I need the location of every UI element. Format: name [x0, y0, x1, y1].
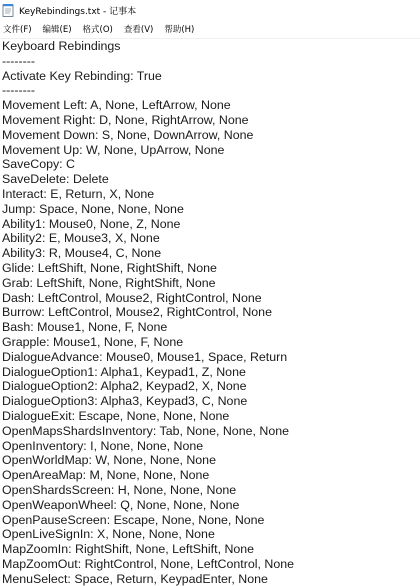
- menu-edit[interactable]: 编辑(E): [42, 25, 72, 35]
- menu-view[interactable]: 查看(V): [123, 25, 154, 35]
- text-line: Activate Key Rebinding: True: [2, 68, 162, 83]
- text-line: DialogueOption2: Alpha2, Keypad2, X, None: [2, 379, 247, 394]
- text-line: DialogueExit: Escape, None, None, None: [2, 408, 230, 423]
- text-line: MenuSelect: Space, Return, KeypadEnter, None: [2, 571, 268, 586]
- text-line: Ability2: E, Mouse3, X, None: [2, 231, 160, 246]
- text-line: --------: [2, 53, 36, 68]
- menu-help[interactable]: 帮助(H): [164, 25, 195, 35]
- notepad-icon: [2, 3, 14, 17]
- text-line: Ability1: Mouse0, None, Z, None: [2, 216, 181, 231]
- text-editor[interactable]: [0, 38, 420, 586]
- menu-file[interactable]: 文件(F): [3, 25, 32, 35]
- text-line: OpenMapsShardsInventory: Tab, None, None, None: [2, 423, 289, 438]
- text-line: Grab: LeftShift, None, RightShift, None: [2, 275, 216, 290]
- text-line: DialogueAdvance: Mouse0, Mouse1, Space, Return: [2, 349, 288, 364]
- text-line: DialogueOption1: Alpha1, Keypad1, Z, None: [2, 364, 246, 379]
- text-line: --------: [2, 83, 36, 98]
- text-line: Interact: E, Return, X, None: [2, 186, 155, 201]
- text-line: SaveDelete: Delete: [2, 172, 109, 187]
- text-line: Jump: Space, None, None, None: [2, 201, 184, 216]
- text-line: Movement Up: W, None, UpArrow, None: [2, 142, 225, 157]
- text-line: OpenInventory: I, None, None, None: [2, 438, 204, 453]
- text-line: Movement Down: S, None, DownArrow, None: [2, 127, 254, 142]
- text-line: Grapple: Mouse1, None, F, None: [2, 334, 184, 349]
- text-line: OpenPauseScreen: Escape, None, None, None: [2, 512, 265, 527]
- text-line: Glide: LeftShift, None, RightShift, None: [2, 260, 217, 275]
- text-line: OpenWeaponWheel: Q, None, None, None: [2, 497, 240, 512]
- text-line: Keyboard Rebindings: [2, 39, 121, 53]
- menu-bar: [0, 20, 420, 38]
- text-line: Ability3: R, Mouse4, C, None: [2, 246, 162, 261]
- text-line: Bash: Mouse1, None, F, None: [2, 320, 168, 335]
- title-bar[interactable]: [0, 0, 420, 20]
- text-line: OpenAreaMap: M, None, None, None: [2, 468, 210, 483]
- text-line: OpenShardsScreen: H, None, None, None: [2, 482, 237, 497]
- text-line: MapZoomIn: RightShift, None, LeftShift, None: [2, 542, 255, 557]
- window-title: KeyRebindings.txt - 记事本: [19, 6, 137, 17]
- text-line: MapZoomOut: RightControl, None, LeftControl, None: [2, 556, 295, 571]
- text-line: Burrow: LeftControl, Mouse2, RightControl, None: [2, 305, 272, 320]
- text-line: Dash: LeftControl, Mouse2, RightControl, None: [2, 290, 262, 305]
- menu-format[interactable]: 格式(O): [82, 25, 113, 35]
- text-line: OpenLiveSignIn: X, None, None, None: [2, 527, 215, 542]
- text-line: Movement Right: D, None, RightArrow, None: [2, 112, 249, 127]
- text-line: OpenWorldMap: W, None, None, None: [2, 453, 216, 468]
- text-line: Movement Left: A, None, LeftArrow, None: [2, 98, 231, 113]
- text-line: DialogueOption3: Alpha3, Keypad3, C, None: [2, 394, 248, 409]
- text-line: SaveCopy: C: [2, 157, 76, 172]
